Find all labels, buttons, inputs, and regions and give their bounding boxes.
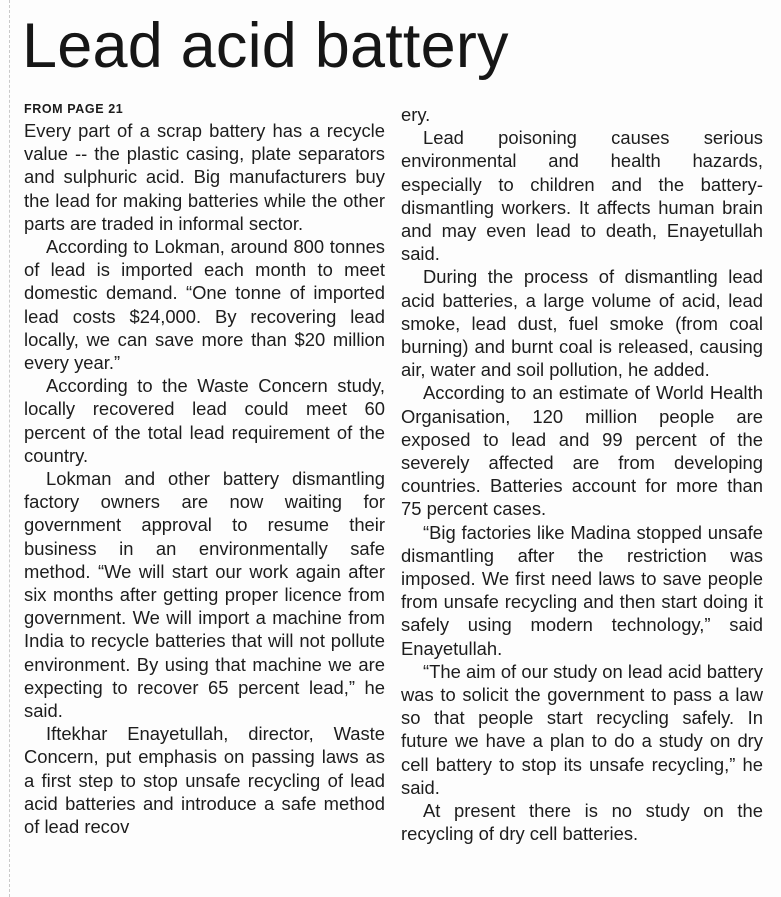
headline: Lead acid battery — [22, 11, 509, 81]
continuation-label: FROM PAGE 21 — [24, 102, 124, 116]
paragraph: ery. — [401, 104, 431, 125]
paragraph: “Big factories like Madina stopped unsafe dismantling after the restriction was imposed. We first need laws to save people from unsafe recycling and then start doing it safely using modern technology,” said Enayetullah. — [401, 521, 763, 659]
paragraph: Lokman and other battery dismantling factory owners are now waiting for government approval to resume their business in an environmentally safe method. “We will start our work again after six months after getting proper licence from government. We will import a machine from India to recycle batteries that will not pollute environment. By using that machine we are expecting to recover 65 percent lead,” he said. — [24, 468, 385, 722]
column-rule — [9, 0, 10, 897]
paragraph: During the process of dismantling lead acid batteries, a large volume of acid, lead smoke, lead dust, fuel smoke (from coal burning) and burnt coal is released, causing air, water and soil pollution, he added. — [401, 266, 763, 381]
paragraph: Every part of a scrap battery has a recycle value -- the plastic casing, plate separators and sulphuric acid. Big manufacturers buy the lead for making batteries while the other parts are traded in informal sector. — [24, 120, 385, 234]
paragraph: “The aim of our study on lead acid battery was to solicit the government to pass a law so that people start recycling safely. In future we have a plan to do a study on dry cell battery to stop its unsafe recycling,” he said. — [401, 660, 763, 798]
paragraph: According to the Waste Concern study, locally recovered lead could meet 60 percent of the total lead requirement of the country. — [24, 375, 385, 466]
paragraph: According to an estimate of World Health Organisation, 120 million people are exposed to lead and 99 percent of the severely affected are from developing countries. Batteries account for more than 75 percent cases. — [401, 382, 763, 520]
paragraph: Iftekhar Enayetullah, director, Waste Concern, put emphasis on passing laws as a first step to stop unsafe recycling of lead acid batteries and introduce a safe method of lead recov — [24, 723, 385, 838]
right-column — [401, 103, 763, 846]
paragraph: According to Lokman, around 800 tonnes of lead is imported each month to meet domestic demand. “One tonne of imported lead costs $24,000. By recovering lead locally, we can save more than $20 million every year.” — [24, 236, 385, 374]
paragraph: At present there is no study on the recycling of dry cell batteries. — [401, 800, 763, 845]
paragraph: Lead poisoning causes serious environmental and health hazards, especially to children and the battery-dismantling workers. It affects human brain and may even lead to death, Enayetullah said. — [401, 127, 763, 265]
left-column — [24, 119, 385, 838]
